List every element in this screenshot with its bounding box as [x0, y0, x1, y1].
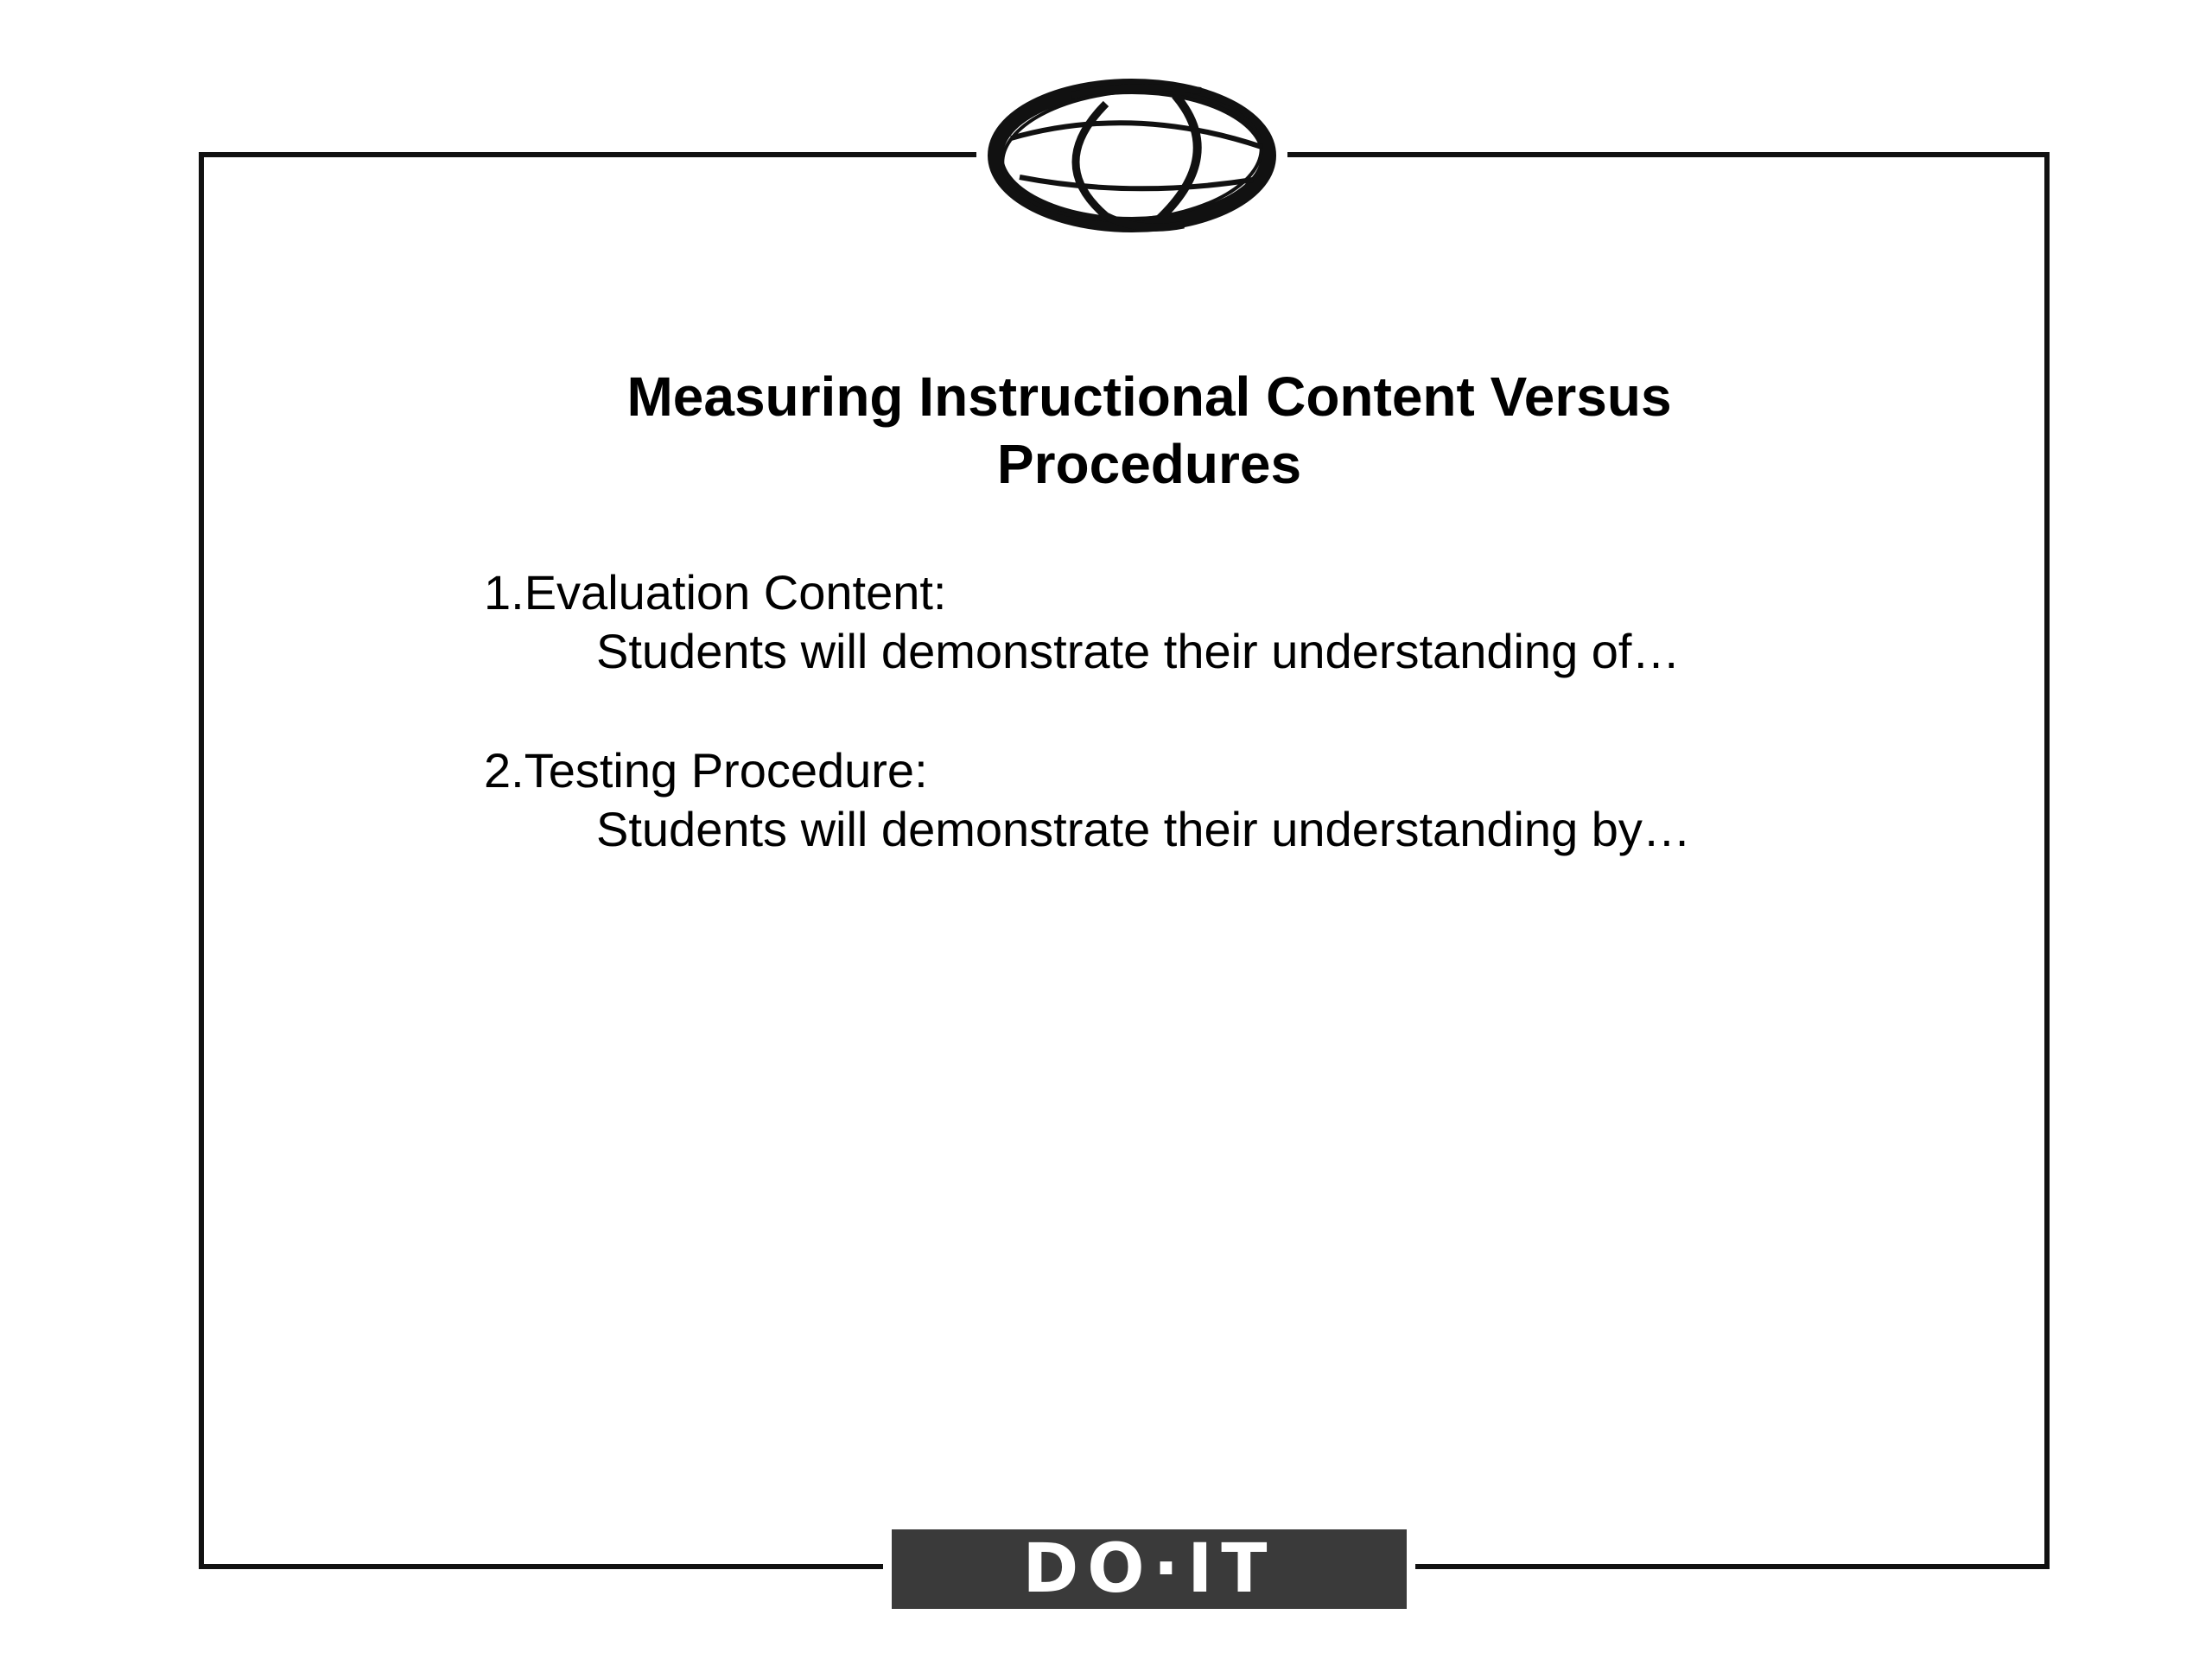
item-heading: 1.Evaluation Content:	[484, 565, 947, 620]
item-body: Students will demonstrate their understanding of…	[596, 624, 1681, 678]
doit-logo-text: DO·IT	[1022, 1530, 1276, 1608]
title-line-2: Procedures	[996, 433, 1302, 495]
slide-title	[544, 363, 1754, 498]
globe-logo-icon	[976, 69, 1287, 242]
item-body: Students will demonstrate their understanding by…	[596, 802, 1691, 856]
list-item-testing-procedure	[484, 741, 1691, 859]
doit-logo	[883, 1529, 1415, 1616]
list-item-evaluation-content	[484, 563, 1680, 681]
doit-logo-box	[892, 1529, 1407, 1609]
item-heading: 2.Testing Procedure:	[484, 743, 928, 798]
title-line-1: Measuring Instructional Content Versus	[626, 365, 1672, 428]
